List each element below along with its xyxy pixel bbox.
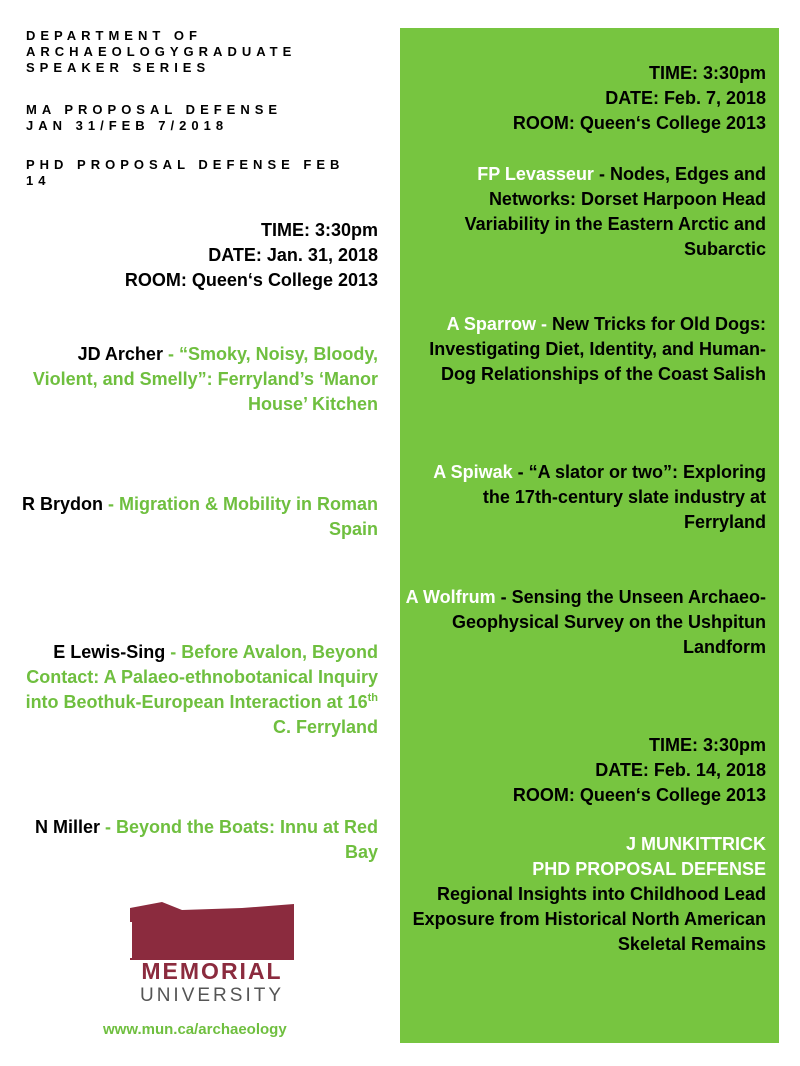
session-info: [404, 61, 766, 136]
header-line: JAN 31/FEB 7/2018: [26, 118, 229, 133]
speaker-name: FP Levasseur: [477, 164, 594, 184]
session-time: TIME: 3:30pm: [648, 735, 766, 755]
session-room: ROOM: Queen‘s College 2013: [512, 113, 766, 133]
session-room: ROOM: Queen‘s College 2013: [124, 270, 378, 290]
talk-title: Beyond the Boats: Innu at Red Bay: [115, 817, 378, 862]
logo-text-university: UNIVERSITY: [139, 985, 285, 1006]
session-date: DATE: Jan. 31, 2018: [208, 245, 378, 265]
talk-title: Regional Insights into Childhood Lead Exposure from Historical North American Skeletal Remains: [412, 884, 766, 954]
header-line: ARCHAEOLOGYGRADUATE: [26, 44, 297, 59]
talk-entry: [404, 312, 766, 387]
speaker-name: A Sparrow: [446, 314, 536, 334]
session-time: TIME: 3:30pm: [260, 220, 378, 240]
talk-title: “Smoky, Noisy, Bloody, Violent, and Smelly”: Ferryland’s ‘Manor House’ Kitchen: [32, 344, 378, 414]
separator: -: [495, 587, 512, 607]
talk-title: Nodes, Edges and Networks: Dorset Harpoon Head Variability in the Eastern Arctic and Subarctic: [464, 164, 766, 259]
talk-entry: [20, 815, 378, 865]
phd-talk-entry: [404, 832, 766, 957]
talk-title: Before Avalon, Beyond Contact: A Palaeo-ethnobotanical Inquiry into Beothuk-European Interaction at 16: [25, 642, 378, 712]
separator: -: [593, 164, 610, 184]
speaker-name: J MUNKITTRICK: [626, 834, 766, 854]
talk-title: New Tricks for Old Dogs: Investigating Diet, Identity, and Human-Dog Relationships of the Coast Salish: [429, 314, 766, 384]
header-line: PHD PROPOSAL DEFENSE FEB: [26, 157, 345, 172]
defense-label: PHD PROPOSAL DEFENSE: [532, 859, 766, 879]
talk-entry: [404, 162, 766, 262]
speaker-name: A Wolfrum: [405, 587, 496, 607]
talk-entry: [404, 585, 766, 660]
superscript: th: [367, 692, 378, 704]
separator: -: [512, 462, 529, 482]
session-time: TIME: 3:30pm: [648, 63, 766, 83]
header-line: MA PROPOSAL DEFENSE: [26, 102, 283, 117]
session-info: [20, 218, 378, 293]
session-date: DATE: Feb. 14, 2018: [595, 760, 766, 780]
speaker-name: JD Archer: [77, 344, 163, 364]
talk-entry: [404, 460, 766, 535]
talk-title: “A slator or two”: Exploring the 17th-century slate industry at Ferryland: [482, 462, 766, 532]
separator: -: [103, 494, 119, 514]
session-info: [404, 733, 766, 808]
memorial-university-logo: [122, 900, 302, 1010]
phd-header: [26, 157, 366, 189]
header-line: SPEAKER SERIES: [26, 60, 211, 75]
talk-entry: [20, 342, 378, 417]
header-line: 14: [26, 173, 51, 188]
separator: -: [99, 817, 116, 837]
speaker-name: E Lewis-Sing: [53, 642, 166, 662]
talk-entry: [20, 492, 378, 542]
series-header: [26, 28, 366, 76]
speaker-name: N Miller: [34, 817, 100, 837]
session-room: ROOM: Queen‘s College 2013: [512, 785, 766, 805]
speaker-name: R Brydon: [22, 494, 103, 514]
logo-text-memorial: MEMORIAL: [141, 958, 283, 984]
website-link[interactable]: www.mun.ca/archaeology: [103, 1021, 287, 1038]
ma-header: [26, 102, 366, 134]
logo-shape: [130, 902, 294, 958]
talk-entry: [20, 640, 378, 740]
talk-title: Sensing the Unseen Archaeo-Geophysical Survey on the Ushpitun Landform: [451, 587, 766, 657]
speaker-name: A Spiwak: [433, 462, 513, 482]
separator: -: [162, 344, 179, 364]
separator: -: [535, 314, 552, 334]
session-date: DATE: Feb. 7, 2018: [605, 88, 766, 108]
talk-title: C. Ferryland: [272, 717, 378, 737]
separator: -: [165, 642, 182, 662]
header-line: DEPARTMENT OF: [26, 28, 202, 43]
talk-title: Migration & Mobility in Roman Spain: [119, 494, 378, 539]
